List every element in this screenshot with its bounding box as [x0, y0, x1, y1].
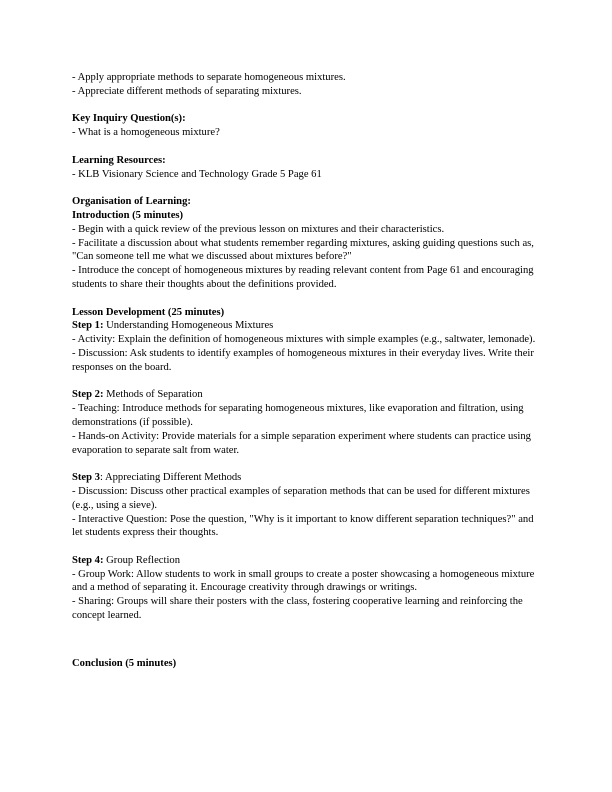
introduction-line: - Introduce the concept of homogeneous mixtures by reading relevant content from Page 61 and encouraging students to share their thoughts about the definitions provided. — [72, 265, 537, 290]
development-heading: Lesson Development (25 minutes) — [72, 306, 225, 318]
step-label: Step 3 — [72, 472, 100, 484]
step-title-line — [72, 554, 542, 568]
inquiry-heading: Key Inquiry Question(s): — [72, 113, 186, 125]
development-section — [72, 306, 542, 623]
resources-section — [72, 154, 542, 182]
introduction-line: - Facilitate a discussion about what students remember regarding mixtures, asking guiding questions such as, "Can someone tell me what we discussed about mixtures before?" — [72, 237, 537, 263]
step-line: - Discussion: Discuss other practical examples of separation methods that can be used for different mixtures (e.g., using a sieve). — [72, 485, 533, 511]
step-line: - Discussion: Ask students to identify examples of homogeneous mixtures in their everyday lives. Write their responses on the board. — [72, 347, 537, 373]
step-4-block — [72, 554, 542, 623]
step-title-line — [72, 388, 542, 402]
conclusion-heading: Conclusion (5 minutes) — [72, 657, 177, 669]
step-line: - Hands-on Activity: Provide materials for a simple separation experiment where students can practice using evaporation to separate salt from water. — [72, 430, 534, 456]
spacer — [72, 375, 542, 389]
step-label: Step 2: — [72, 389, 104, 401]
spacer — [72, 540, 542, 554]
step-3-block — [72, 471, 542, 540]
step-title: Understanding Homogeneous Mixtures — [103, 320, 274, 332]
step-title: Group Reflection — [103, 554, 180, 566]
organisation-heading: Organisation of Learning: — [72, 196, 191, 208]
objective-line: - Apply appropriate methods to separate homogeneous mixtures. — [72, 72, 346, 83]
step-1-block — [72, 319, 542, 374]
inquiry-line: - What is a homogeneous mixture? — [72, 127, 220, 139]
step-2-block — [72, 388, 542, 457]
step-title-line — [72, 319, 542, 333]
spacer — [72, 99, 542, 113]
step-title: Methods of Separation — [103, 389, 203, 401]
inquiry-section — [72, 112, 542, 140]
step-line: - Interactive Question: Pose the question, "Why is it important to know different separation techniques?" and let students express their thoughts. — [72, 513, 537, 539]
resources-line: - KLB Visionary Science and Technology Grade 5 Page 61 — [72, 168, 322, 180]
step-line: - Teaching: Introduce methods for separating homogeneous mixtures, like evaporation and filtration, using demonstrations (if possible). — [72, 403, 527, 428]
spacer — [72, 623, 542, 637]
step-line: - Sharing: Groups will share their posters with the class, fostering cooperative learning and reinforcing the concept learned. — [72, 596, 526, 622]
introduction-line: - Begin with a quick review of the previous lesson on mixtures and their characteristics. — [72, 223, 445, 235]
spacer — [72, 637, 542, 657]
spacer — [72, 140, 542, 154]
resources-heading: Learning Resources: — [72, 154, 166, 166]
conclusion-section — [72, 657, 542, 671]
spacer — [72, 292, 542, 306]
objectives-section — [72, 71, 542, 99]
step-title: : Appreciating Different Methods — [99, 472, 242, 484]
objective-line: - Appreciate different methods of separating mixtures. — [72, 85, 302, 97]
step-line: - Group Work: Allow students to work in small groups to create a poster showcasing a homogeneous mixture and a method of separating it. Encourage creativity through drawings or writings. — [72, 568, 538, 594]
step-label: Step 4: — [72, 554, 104, 566]
spacer — [72, 457, 542, 471]
organisation-section — [72, 195, 542, 292]
step-label: Step 1: — [72, 320, 104, 332]
spacer — [72, 181, 542, 195]
introduction-heading: Introduction (5 minutes) — [72, 209, 184, 221]
document-page — [72, 71, 542, 670]
step-line: - Activity: Explain the definition of homogeneous mixtures with simple examples (e.g., saltwater, lemonade). — [72, 334, 536, 346]
step-title-line — [72, 471, 542, 485]
